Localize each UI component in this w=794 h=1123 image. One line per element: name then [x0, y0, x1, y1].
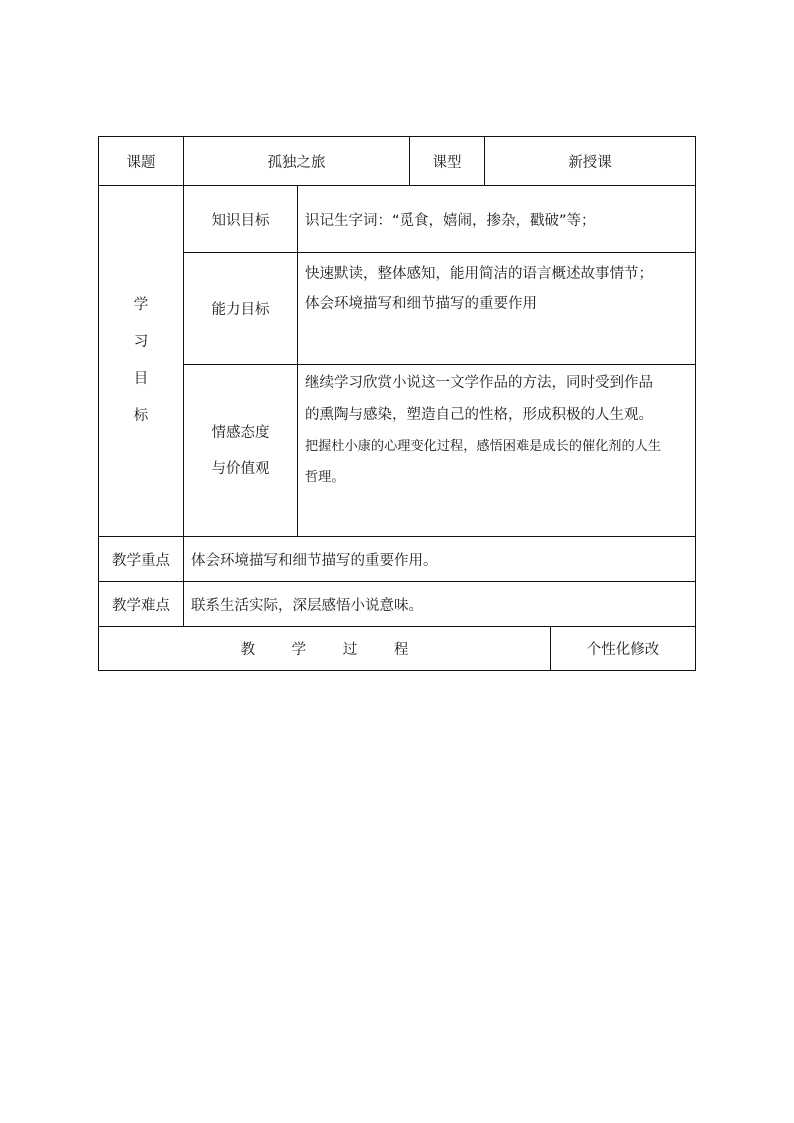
emotion-objective-label — [184, 365, 298, 537]
difficulty-content: 联系生活实际，深层感悟小说意味。 — [184, 582, 696, 627]
emotion-line: 哲理。 — [305, 470, 345, 485]
learning-objectives-label — [99, 186, 184, 537]
process-row — [99, 627, 696, 671]
emotion-line: 继续学习欣赏小说这一文学作品的方法，同时受到作品 — [305, 375, 653, 391]
knowledge-objective-label: 知识目标 — [184, 186, 298, 253]
ability-objective-row — [99, 253, 696, 365]
key-point-content: 体会环境描写和细节描写的重要作用。 — [184, 537, 696, 582]
key-point-label: 教学重点 — [99, 537, 184, 582]
emotion-objective-row — [99, 365, 696, 537]
emotion-objective-content — [298, 365, 696, 537]
objectives-label-char: 习 — [133, 334, 149, 350]
emotion-line: 把握杜小康的心理变化过程，感悟困难是成长的催化剂的人生 — [305, 439, 662, 454]
ability-objective-label: 能力目标 — [184, 253, 298, 365]
key-point-row — [99, 537, 696, 582]
emotion-label-line: 与价值观 — [211, 460, 270, 477]
teaching-process-label — [99, 627, 551, 671]
knowledge-objective-row — [99, 186, 696, 253]
emotion-line: 的熏陶与感染，塑造自己的性格，形成积极的人生观。 — [305, 407, 653, 423]
objectives-label-char: 学 — [133, 297, 149, 313]
teaching-process-text: 教 学 过 程 — [240, 642, 425, 658]
ability-line: 快速默读，整体感知，能用简洁的语言概述故事情节； — [305, 266, 653, 282]
difficulty-label: 教学难点 — [99, 582, 184, 627]
lesson-plan-table — [98, 136, 696, 671]
emotion-label-line: 情感态度 — [211, 424, 270, 441]
knowledge-objective-content: 识记生字词：“觅食，嬉闹，掺杂，戳破”等； — [298, 186, 696, 253]
objectives-label-char: 目 — [133, 371, 149, 387]
title-row — [99, 137, 696, 186]
lesson-type-label: 课型 — [410, 137, 485, 186]
difficulty-row — [99, 582, 696, 627]
ability-line: 体会环境描写和细节描写的重要作用 — [305, 296, 537, 312]
objectives-label-char: 标 — [133, 408, 149, 424]
ability-objective-content — [298, 253, 696, 365]
topic-value: 孤独之旅 — [184, 137, 410, 186]
lesson-type-value: 新授课 — [485, 137, 696, 186]
personalization-label: 个性化修改 — [551, 627, 696, 671]
topic-label: 课题 — [99, 137, 184, 186]
